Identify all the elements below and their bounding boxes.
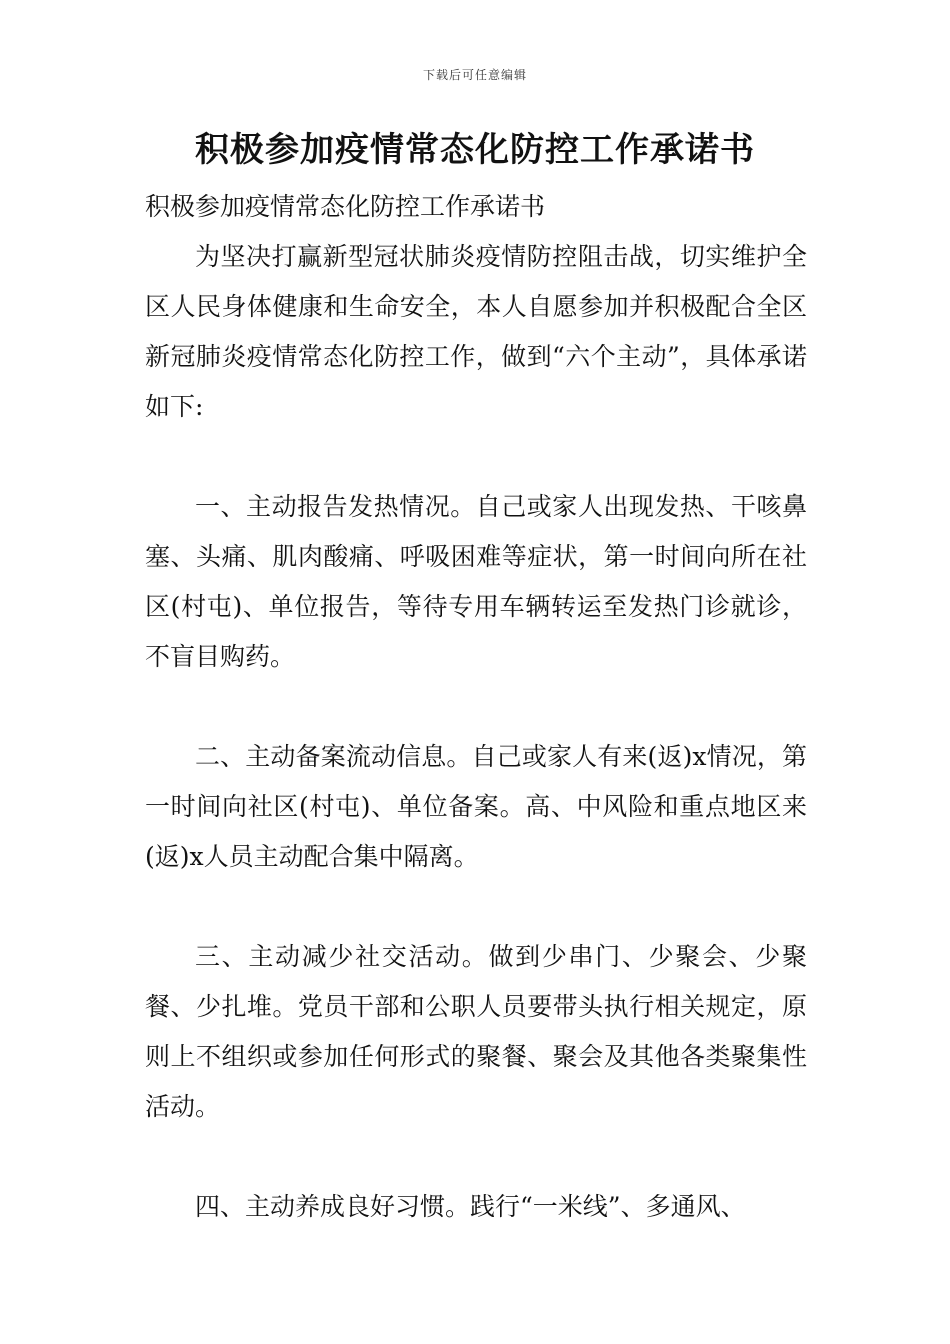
document-subtitle: 积极参加疫情常态化防控工作承诺书	[145, 192, 546, 221]
header-note: 下载后可任意编辑	[422, 68, 527, 82]
commitment-item-2: 二、主动备案流动信息。自己或家人有来(返)x情况，第一时间向社区(村屯)、单位备案。高、中风险和重点地区来(返)x人员主动配合集中隔离。	[145, 742, 807, 871]
paragraph-gap	[145, 1132, 807, 1182]
paragraph-gap	[145, 882, 807, 932]
commitment-item-4: 四、主动养成良好习惯。践行“一米线”、多通风、	[195, 1192, 746, 1221]
commitment-item-3: 三、主动减少社交活动。做到少串门、少聚会、少聚餐、少扎堆。党员干部和公职人员要带头执行相关规定，原则上不组织或参加任何形式的聚餐、聚会及其他各类聚集性活动。	[145, 942, 807, 1121]
intro-paragraph: 为坚决打赢新型冠状肺炎疫情防控阻击战，切实维护全区人民身体健康和生命安全，本人自愿参加并积极配合全区新冠肺炎疫情常态化防控工作，做到“六个主动”，具体承诺如下:	[145, 242, 807, 421]
paragraph-gap	[145, 432, 807, 482]
paragraph-gap	[145, 682, 807, 732]
document-body	[145, 182, 807, 1232]
commitment-item-1: 一、主动报告发热情况。自己或家人出现发热、干咳鼻塞、头痛、肌肉酸痛、呼吸困难等症状，第一时间向所在社区(村屯)、单位报告，等待专用车辆转运至发热门诊就诊，不盲目购药。	[145, 492, 807, 671]
document-title: 积极参加疫情常态化防控工作承诺书	[195, 130, 755, 170]
